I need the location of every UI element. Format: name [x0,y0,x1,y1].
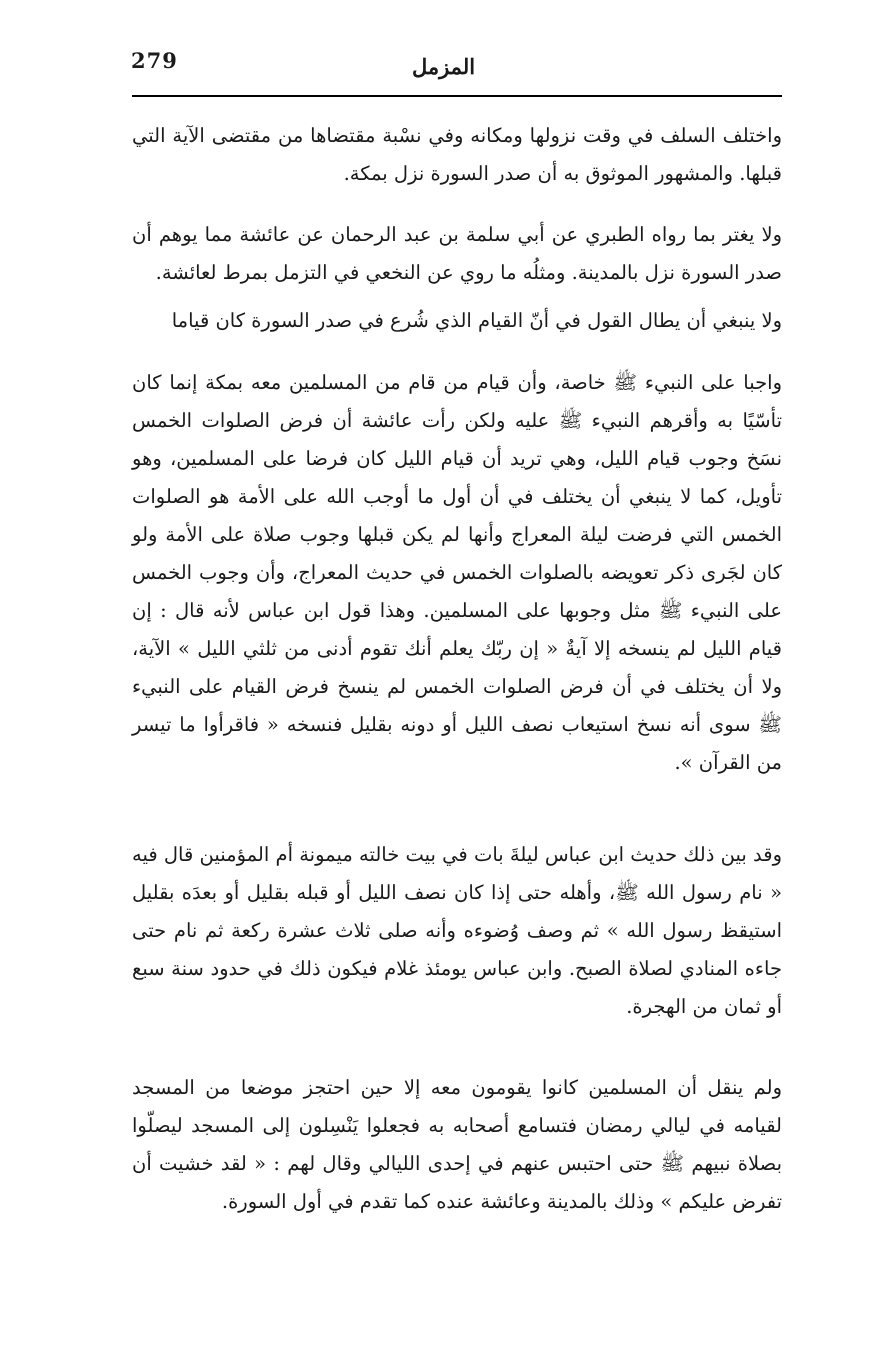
page-number: 279 [131,48,178,73]
paragraph-4: واجبا على النبيء ﷺ خاصة، وأن قيام من قام من المسلمين معه بمكة إنما كان تأسّيًا به وأقرهم النبيء ﷺ عليه ولكن رأت عائشة أن فرض الصلوات الخمس نسَخ وجوب قيام الليل، وهي تريد أن قيام الليل كان فرضا على المسلمين، وهو تأويل، كما لا ينبغي أن يختلف في أن أول ما أوجب الله على الأمة هو الصلوات الخمس التي فرضت ليلة المعراج وأنها لم يكن قبلها وجوب صلاة على الأمة ولو كان لجَرى ذكر تعويضه بالصلوات الخمس في حديث المعراج، وأن وجوب الخمس على النبيء ﷺ مثل وجوبها على المسلمين. وهذا قول ابن عباس لأنه قال : إن قيام الليل لم ينسخه إلا آيةٌ « إن ربّك يعلم أنك تقوم أدنى من ثلثي الليل » الآية، ولا أن يختلف في أن فرض الصلوات الخمس لم ينسخ فرض القيام على النبيء ﷺ سوى أنه نسخ استيعاب نصف الليل أو دونه بقليل فنسخه « فاقرأوا ما تيسر من القرآن ». [132,371,782,774]
header-rule [132,95,782,97]
running-title: المزمل [411,54,476,79]
paragraph-1: واختلف السلف في وقت نزولها ومكانه وفي نسْبة مقتضاها من مقتضى الآية التي قبلها. والمشهور الموثوق به أن صدر السورة نزل بمكة. [132,124,782,185]
paragraph-2: ولا يغتر بما رواه الطبري عن أبي سلمة بن عبد الرحمان عن عائشة مما يوهم أن صدر السورة نزل بالمدينة. ومثلُه ما روي عن النخعي في التزمل بمرط لعائشة. [132,223,782,284]
paragraph-5: وقد بين ذلك حديث ابن عباس ليلةَ بات في بيت خالته ميمونة أم المؤمنين قال فيه « نام رسول الله ﷺ، وأهله حتى إذا كان نصف الليل أو قبله بقليل أو بعدَه بقليل استيقظ رسول الله » ثم وصف وُضوءه وأنه صلى ثلاث عشرة ركعة ثم نام حتى جاءه المنادي لصلاة الصبح. وابن عباس يومئذ غلام فيكون ذلك في حدود سنة سبع أو ثمان من الهجرة. [132,843,782,1018]
paragraph-6: ولم ينقل أن المسلمين كانوا يقومون معه إلا حين احتجز موضعا من المسجد لقيامه في ليالي رمضان فتسامع أصحابه به فجعلوا يَنْسِلون إلى المسجد ليصلّوا بصلاة نبيهم ﷺ حتى احتبس عنهم في إحدى الليالي وقال لهم : « لقد خشيت أن تفرض عليكم » وذلك بالمدينة وعائشة عنده كما تقدم في أول السورة. [132,1076,782,1213]
paragraph-3: ولا ينبغي أن يطال القول في أنّ القيام الذي شُرع في صدر السورة كان قياما [171,309,782,332]
